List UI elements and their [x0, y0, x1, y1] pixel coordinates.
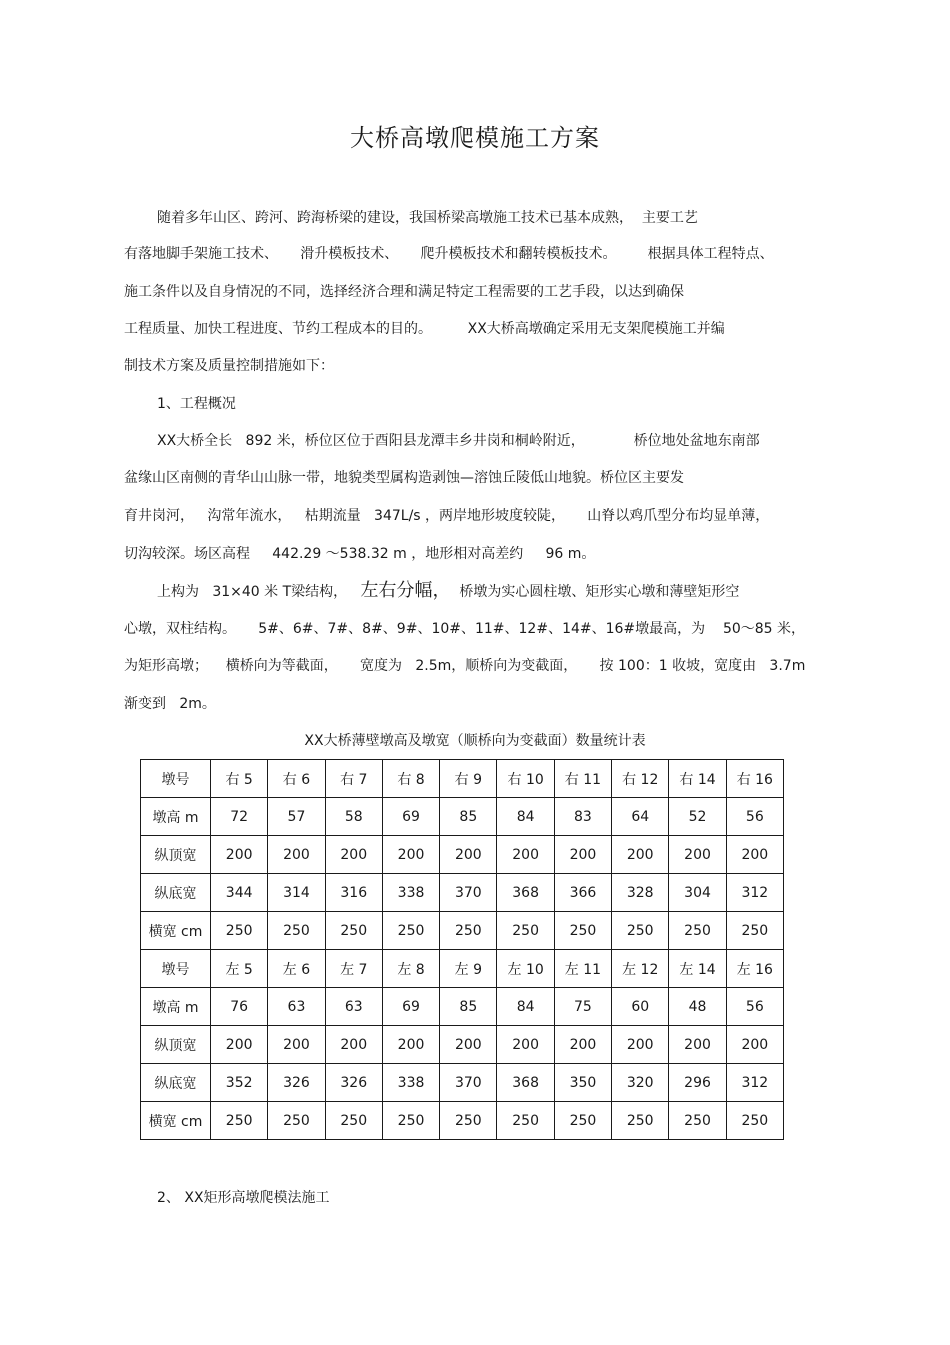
table-cell: 52: [669, 798, 726, 836]
table-cell: 250: [325, 1102, 382, 1140]
table-cell: 200: [497, 1026, 554, 1064]
table-cell: 56: [726, 988, 783, 1026]
table-cell: 右 6: [268, 760, 325, 798]
row-header-cell: 墩号: [141, 950, 211, 988]
table-cell: 200: [554, 1026, 611, 1064]
row-header-cell: 纵底宽: [141, 1064, 211, 1102]
overview-line-3: 育井岗河， 沟常年流水， 枯期流量 347L/s ，两岸地形坡度较陡， 山脊以鸡爪型分布均显单薄，: [124, 508, 770, 524]
table-row: [141, 950, 784, 988]
table-row: [141, 1064, 784, 1102]
table-cell: 200: [440, 836, 497, 874]
table-cell: 右 12: [612, 760, 669, 798]
section-1-heading: 1、工程概况: [157, 396, 236, 412]
table-cell: 200: [325, 1026, 382, 1064]
table-cell: 58: [325, 798, 382, 836]
table-cell: 250: [440, 1102, 497, 1140]
table-cell: 右 9: [440, 760, 497, 798]
table-cell: 左 16: [726, 950, 783, 988]
intro-line-4: 工程质量、加快工程进度、节约工程成本的目的。 XX大桥高墩确定采用无支架爬模施工并编: [124, 321, 725, 337]
table-cell: 338: [382, 874, 439, 912]
document-title: 大桥高墩爬模施工方案: [350, 124, 600, 152]
table-cell: 左 8: [382, 950, 439, 988]
table-cell: 72: [211, 798, 268, 836]
section-2-heading: 2、 XX矩形高墩爬模法施工: [157, 1190, 330, 1206]
table-cell: 右 8: [382, 760, 439, 798]
row-header-cell: 纵底宽: [141, 874, 211, 912]
structure-line-1: [157, 581, 739, 602]
table-cell: 250: [211, 1102, 268, 1140]
pier-statistics-body: [141, 760, 784, 1140]
table-cell: 368: [497, 874, 554, 912]
row-header-cell: 横宽 cm: [141, 912, 211, 950]
table-cell: 200: [325, 836, 382, 874]
structure-line-1b: 左右分幅，: [360, 580, 451, 601]
table-cell: 83: [554, 798, 611, 836]
table-cell: 200: [669, 1026, 726, 1064]
table-row: [141, 836, 784, 874]
table-cell: 314: [268, 874, 325, 912]
table-cell: 296: [669, 1064, 726, 1102]
table-row: [141, 912, 784, 950]
table-cell: 326: [268, 1064, 325, 1102]
intro-line-1: 随着多年山区、跨河、跨海桥梁的建设，我国桥梁高墩施工技术已基本成熟， 主要工艺: [157, 210, 698, 226]
table-cell: 250: [669, 1102, 726, 1140]
table-cell: 370: [440, 874, 497, 912]
table-cell: 368: [497, 1064, 554, 1102]
table-cell: 320: [612, 1064, 669, 1102]
table-cell: 左 10: [497, 950, 554, 988]
row-header-cell: 横宽 cm: [141, 1102, 211, 1140]
table-cell: 76: [211, 988, 268, 1026]
row-header-cell: 墩高 m: [141, 988, 211, 1026]
table-row: [141, 874, 784, 912]
table-cell: 200: [382, 1026, 439, 1064]
table-row: [141, 988, 784, 1026]
table-cell: 200: [726, 1026, 783, 1064]
table-cell: 84: [497, 988, 554, 1026]
table-cell: 右 7: [325, 760, 382, 798]
table-cell: 370: [440, 1064, 497, 1102]
structure-line-1c: 桥墩为实心圆柱墩、矩形实心墩和薄壁矩形空: [450, 584, 740, 600]
intro-line-2: 有落地脚手架施工技术、 滑升模板技术、 爬升模板技术和翻转模板技术。 根据具体工程特点、: [124, 246, 774, 262]
table-cell: 左 6: [268, 950, 325, 988]
overview-line-1: XX大桥全长 892 米，桥位区位于酉阳县龙潭丰乡井岗和桐岭附近， 桥位地处盆地东南部: [157, 433, 760, 449]
table-cell: 200: [268, 836, 325, 874]
table-cell: 328: [612, 874, 669, 912]
overview-line-4: 切沟较深。场区高程 442.29 ～538.32 m ，地形相对高差约 96 m。: [124, 546, 596, 562]
table-cell: 250: [612, 912, 669, 950]
table-cell: 250: [268, 912, 325, 950]
table-cell: 右 5: [211, 760, 268, 798]
table-cell: 350: [554, 1064, 611, 1102]
table-cell: 200: [268, 1026, 325, 1064]
table-cell: 312: [726, 874, 783, 912]
table-cell: 250: [554, 1102, 611, 1140]
table-cell: 85: [440, 798, 497, 836]
table-cell: 250: [497, 1102, 554, 1140]
table-cell: 64: [612, 798, 669, 836]
table-caption: XX大桥薄壁墩高及墩宽（顺桥向为变截面）数量统计表: [304, 733, 646, 749]
table-cell: 左 5: [211, 950, 268, 988]
table-cell: 312: [726, 1064, 783, 1102]
table-cell: 右 16: [726, 760, 783, 798]
table-row: [141, 798, 784, 836]
structure-line-4: 渐变到 2m。: [124, 696, 216, 712]
table-cell: 60: [612, 988, 669, 1026]
table-cell: 326: [325, 1064, 382, 1102]
row-header-cell: 纵顶宽: [141, 1026, 211, 1064]
table-cell: 250: [211, 912, 268, 950]
pier-statistics-table: [140, 759, 784, 1140]
table-cell: 250: [382, 912, 439, 950]
table-cell: 200: [726, 836, 783, 874]
table-cell: 250: [669, 912, 726, 950]
table-cell: 250: [726, 1102, 783, 1140]
table-cell: 304: [669, 874, 726, 912]
table-cell: 250: [497, 912, 554, 950]
table-cell: 338: [382, 1064, 439, 1102]
table-cell: 57: [268, 798, 325, 836]
table-cell: 200: [612, 836, 669, 874]
table-cell: 85: [440, 988, 497, 1026]
table-cell: 250: [440, 912, 497, 950]
table-cell: 200: [554, 836, 611, 874]
table-cell: 200: [211, 1026, 268, 1064]
table-cell: 344: [211, 874, 268, 912]
table-cell: 200: [211, 836, 268, 874]
intro-line-3: 施工条件以及自身情况的不同，选择经济合理和满足特定工程需要的工艺手段，以达到确保: [124, 284, 684, 300]
table-cell: 69: [382, 988, 439, 1026]
table-cell: 366: [554, 874, 611, 912]
table-cell: 250: [382, 1102, 439, 1140]
table-cell: 250: [325, 912, 382, 950]
table-cell: 左 7: [325, 950, 382, 988]
table-cell: 200: [497, 836, 554, 874]
structure-line-1a: 上构为 31×40 米 T梁结构，: [157, 584, 361, 600]
table-cell: 左 12: [612, 950, 669, 988]
table-cell: 250: [612, 1102, 669, 1140]
overview-line-2: 盆缘山区南侧的青华山山脉一带，地貌类型属构造剥蚀—溶蚀丘陵低山地貌。桥位区主要发: [124, 470, 684, 486]
intro-line-5: 制技术方案及质量控制措施如下：: [124, 358, 334, 374]
table-cell: 56: [726, 798, 783, 836]
table-cell: 200: [440, 1026, 497, 1064]
table-cell: 200: [382, 836, 439, 874]
table-cell: 200: [669, 836, 726, 874]
table-cell: 右 11: [554, 760, 611, 798]
table-cell: 200: [612, 1026, 669, 1064]
table-row: [141, 1026, 784, 1064]
table-cell: 84: [497, 798, 554, 836]
table-cell: 75: [554, 988, 611, 1026]
table-cell: 左 11: [554, 950, 611, 988]
table-cell: 250: [726, 912, 783, 950]
table-cell: 右 14: [669, 760, 726, 798]
table-cell: 右 10: [497, 760, 554, 798]
table-cell: 250: [554, 912, 611, 950]
structure-line-3: 为矩形高墩； 横桥向为等截面， 宽度为 2.5m，顺桥向为变截面， 按 100：1 收坡，宽度由 3.7m: [124, 658, 806, 674]
table-cell: 69: [382, 798, 439, 836]
table-cell: 316: [325, 874, 382, 912]
table-cell: 63: [325, 988, 382, 1026]
table-cell: 左 9: [440, 950, 497, 988]
table-cell: 左 14: [669, 950, 726, 988]
row-header-cell: 墩高 m: [141, 798, 211, 836]
row-header-cell: 墩号: [141, 760, 211, 798]
table-row: [141, 760, 784, 798]
table-cell: 352: [211, 1064, 268, 1102]
table-cell: 48: [669, 988, 726, 1026]
table-row: [141, 1102, 784, 1140]
table-cell: 250: [268, 1102, 325, 1140]
row-header-cell: 纵顶宽: [141, 836, 211, 874]
table-cell: 63: [268, 988, 325, 1026]
structure-line-2: 心墩，双柱结构。 5#、6#、7#、8#、9#、10#、11#、12#、14#、16#墩最高，为 50～85 米，: [124, 621, 806, 637]
